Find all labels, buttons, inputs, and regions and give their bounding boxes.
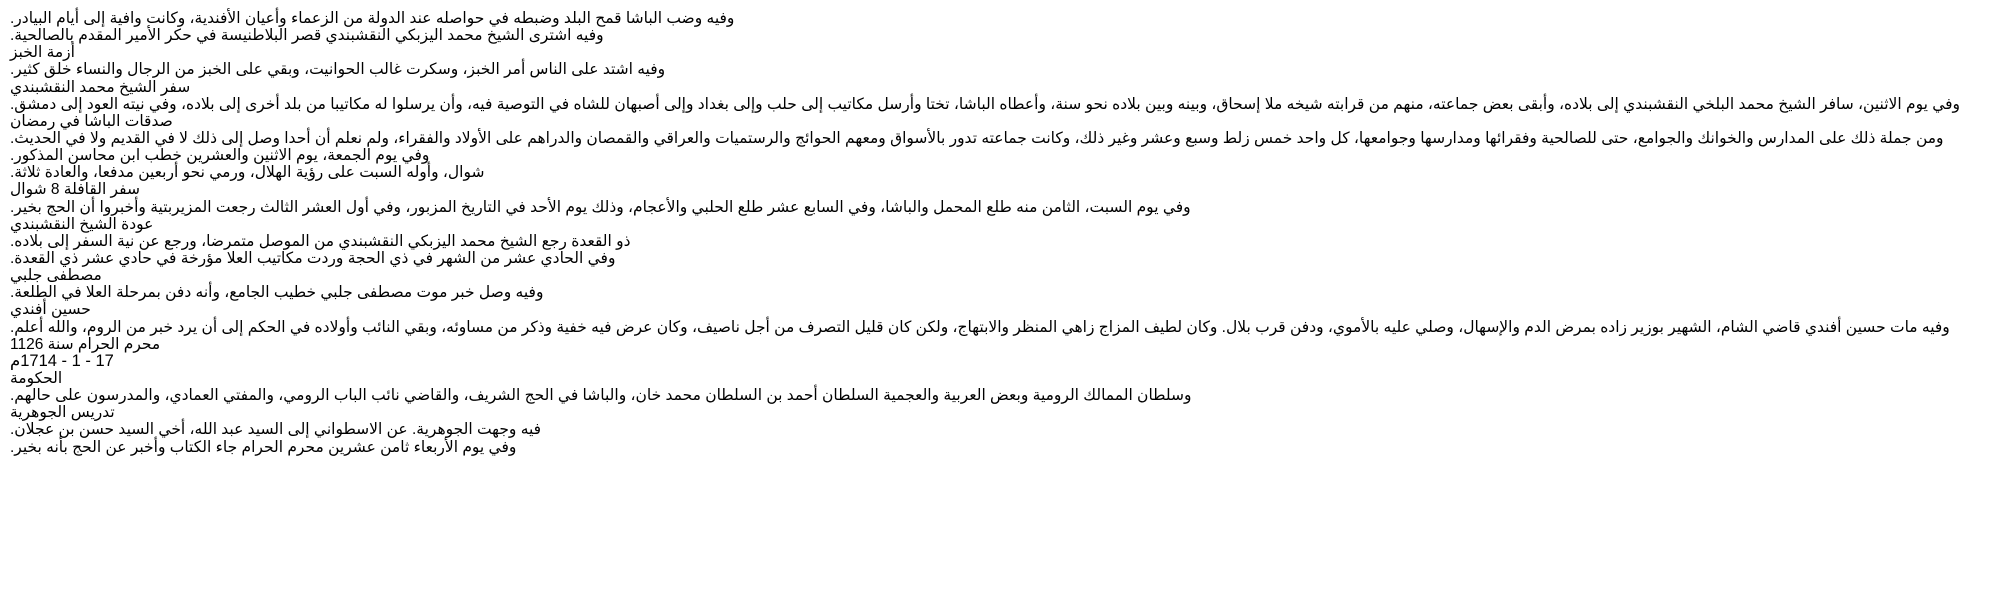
section-heading: عودة الشيخ النقشبندي [10,215,154,233]
section-heading: أزمة الخبز [10,44,75,62]
text-line: وفي يوم الجمعة، يوم الاثنين والعشرين خطب ابن محاسن المذكور. [10,147,430,165]
text-line: وفي يوم الاثنين، سافر الشيخ محمد البلخي النقشبندي إلى بلاده، وأبقى بعض جماعته، منهم من قرابته شيخه ملا إسحاق، وبينه وبين بلاده نحو سنة، وأعطاه الباشا، تختا وأرسل مكاتيب إلى حلب وإلى بغداد وإلى أصبهان للشاه في التوصية فيه، وأن يرسلوا له مكاتيبا من بلد أخرى إلى بلاده، وفي نيته العود إلى دمشق. [10,95,1961,113]
section-heading: حسين أفندي [10,301,91,319]
text-line: وفي يوم الأربعاء ثامن عشرين محرم الحرام جاء الكتاب وأخبر عن الحج بأنه بخير. [10,438,517,456]
section-heading: الحكومة [10,369,63,387]
text-line: وفيه اشتد على الناس أمر الخبز، وسكرت غالب الحوانيت، وبقي على الخبز من الرجال والنساء خلق كثير. [10,61,666,79]
text-line: وفي يوم السبت، الثامن منه طلع المحمل والباشا، وفي السابع عشر طلع الحلبي والأعجام، وذلك يوم الأحد في التاريخ المزبور، وفي أول العشر الثالث رجعت المزيربتية وأخبروا أن الحج بخير. [10,198,1191,216]
text-line: وفيه وضب الباشا قمح البلد وضبطه في حواصله عند الدولة من الزعماء وأعيان الأفندية، وكانت وافية إلى أيام البيادر. [10,10,735,27]
text-line: فيه وجهت الجوهرية. عن الاسطواني إلى السيد عبد الله، أخي السيد حسن بن عجلان. [10,421,542,439]
section-heading: محرم الحرام سنة 1126 [10,335,161,353]
text-line: وفي الحادي عشر من الشهر في ذي الحجة وردت مكاتيب العلا مؤرخة في حادي عشر ذي القعدة. [10,249,616,267]
text-line: ذو القعدة رجع الشيخ محمد اليزبكي النقشبندي من الموصل متمرضا، ورجع عن نية السفر إلى بلاده. [10,232,631,250]
text-line: وفيه وصل خبر موت مصطفى جلبي خطيب الجامع، وأنه دفن بمرحلة العلا في الطلعة. [10,284,544,302]
section-heading: تدريس الجوهرية [10,404,115,422]
date-line: 17 - 1 - 1714م [10,351,114,370]
text-line: شوال، وأوله السبت على رؤية الهلال، ورمي نحو أربعين مدفعا، والعادة ثلاثة. [10,164,485,182]
section-heading: مصطفى جلبي [10,267,102,285]
text-line: وسلطان الممالك الرومية وبعض العربية والعجمية السلطان أحمد بن السلطان محمد خان، والباشا في الحج الشريف، والقاضي نائب الباب الرومي، والمفتي العمادي، والمدرسون على حالهم. [10,387,1192,405]
text-line: وفيه اشترى الشيخ محمد اليزبكي النقشبندي قصر البلاطنيسة في حكر الأمير المقدم بالصالحية. [10,27,604,45]
text-line: ومن جملة ذلك على المدارس والخوانك والجوامع، حتى للصالحية وفقرائها ومدارسها وجوامعها، كل واحد خمس زلط وسبع وعشر وغير ذلك، وكانت جماعته تدور بالأسواق ومعهم الحوائج والرستميات والعراقي والقمصان والدراهم على الأولاد والفقراء، ولم نعلم أن أحدا وصل إلى ذلك لا في القديم ولا في الحديث. [10,129,1944,147]
document-body [10,10,2000,456]
text-line: وفيه مات حسين أفندي قاضي الشام، الشهير بوزير زاده بمرض الدم والإسهال، وصلي عليه بالأموي، ودفن قرب بلال. وكان لطيف المزاج زاهي المنظر والابتهاج، ولكن كان قليل التصرف من أجل ناصيف، وكان عرض فيه خفية وذكر من مساوئه، وبقي النائب وأولاده في الحكم إلى أن يرد خبر من الروم، والله أعلم. [10,318,1950,336]
section-heading: صدقات الباشا في رمضان [10,112,173,130]
section-heading: سفر القافلة 8 شوال [10,181,140,199]
section-heading: سفر الشيخ محمد النقشبندي [10,78,191,96]
